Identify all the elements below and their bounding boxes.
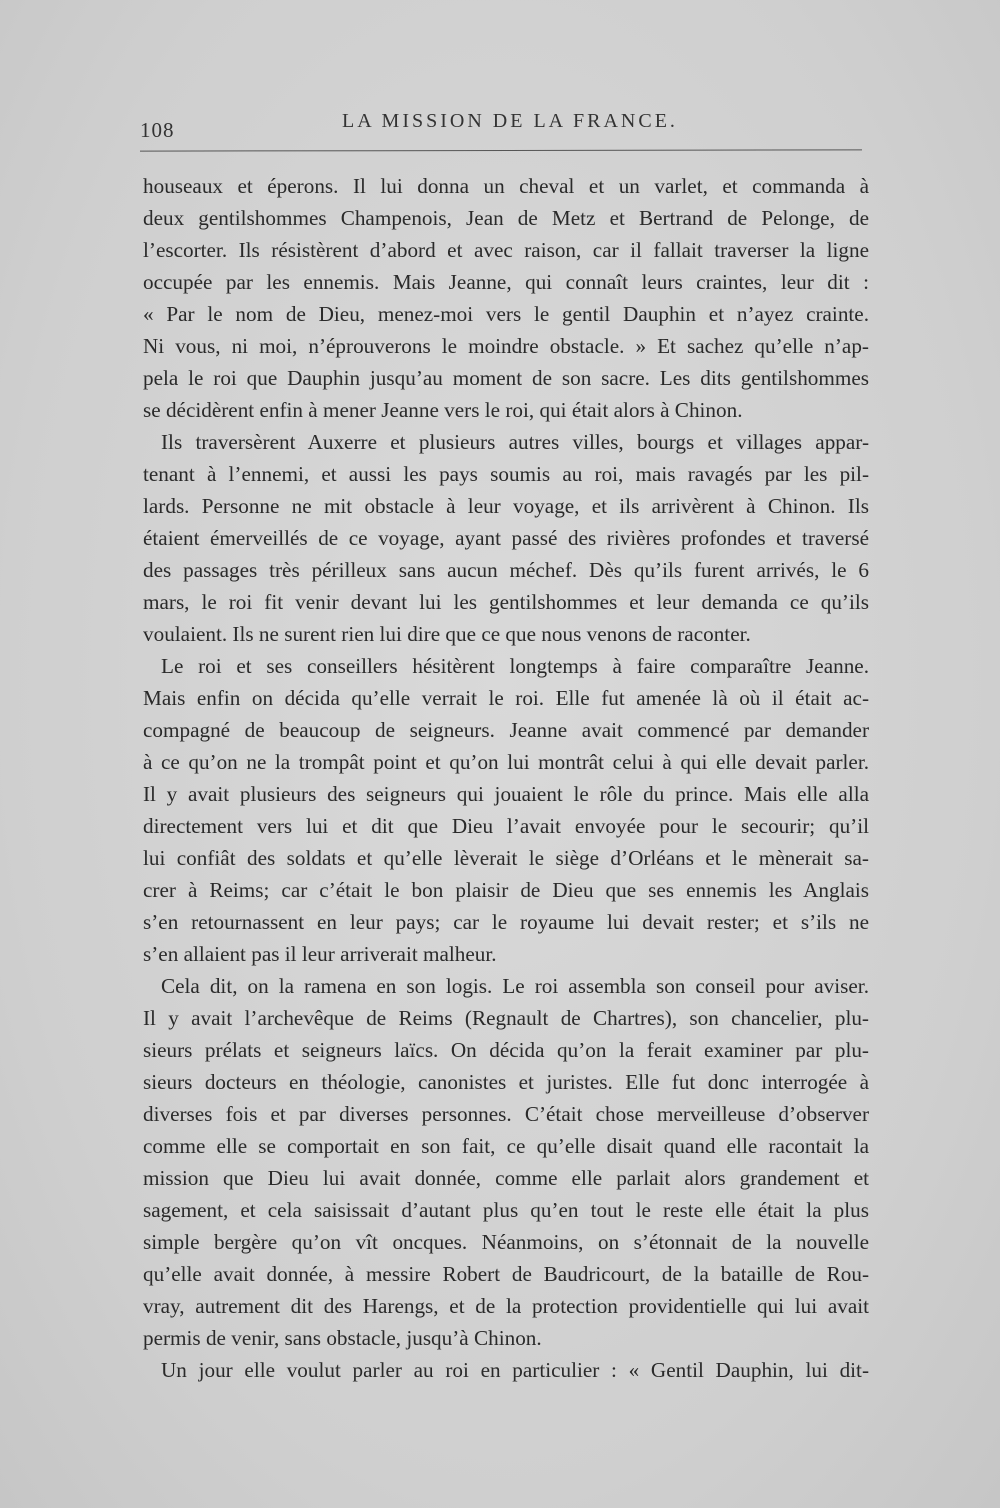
text-line: voulaient. Ils ne surent rien lui dire que ce que nous venons de raconter. [143, 622, 751, 646]
text-line: se décidèrent enfin à mener Jeanne vers le roi, qui était alors à Chinon. [143, 398, 743, 422]
text-line: crer à Reims; car c’était le bon plaisir de Dieu que ses ennemis les Anglais [143, 878, 869, 902]
text-line: étaient émerveillés de ce voyage, ayant passé des rivières profondes et traversé [143, 526, 869, 550]
text-line: qu’elle avait donnée, à messire Robert de Baudricourt, de la bataille de Rou- [143, 1262, 869, 1286]
text-line: l’escorter. Ils résistèrent d’abord et avec raison, car il fallait traverser la ligne [143, 238, 869, 262]
text-line: deux gentilshommes Champenois, Jean de Metz et Bertrand de Pelonge, de [143, 206, 869, 230]
running-title: LA MISSION DE LA FRANCE. [342, 110, 678, 132]
text-line: sieurs docteurs en théologie, canonistes et juristes. Elle fut donc interrogée à [143, 1070, 869, 1094]
text-line: simple bergère qu’on vît oncques. Néanmoins, on s’étonnait de la nouvelle [143, 1230, 869, 1254]
text-line: comme elle se comportait en son fait, ce qu’elle disait quand elle racontait la [143, 1134, 869, 1158]
text-line: « Par le nom de Dieu, menez-moi vers le gentil Dauphin et n’ayez crainte. [143, 302, 869, 326]
text-line: Un jour elle voulut parler au roi en particulier : « Gentil Dauphin, lui dit- [161, 1358, 869, 1382]
paragraph [143, 170, 869, 426]
text-line: Il y avait plusieurs des seigneurs qui jouaient le rôle du prince. Mais elle alla [143, 782, 869, 806]
text-line: vray, autrement dit des Harengs, et de la protection providentielle qui lui avait [143, 1294, 869, 1318]
text-line: Ils traversèrent Auxerre et plusieurs autres villes, bourgs et villages appar- [161, 430, 869, 454]
text-line: lui confiât des soldats et qu’elle lèverait le siège d’Orléans et le mènerait sa- [143, 846, 869, 870]
text-line: directement vers lui et dit que Dieu l’avait envoyée pour le secourir; qu’il [143, 814, 869, 838]
header-rule [140, 149, 862, 151]
paragraph [143, 426, 869, 650]
paragraph [143, 1354, 869, 1386]
text-line: permis de venir, sans obstacle, jusqu’à Chinon. [143, 1326, 542, 1350]
text-line: pela le roi que Dauphin jusqu’au moment de son sacre. Les dits gentilshommes [143, 366, 869, 390]
paragraph [143, 970, 869, 1354]
page-number: 108 [140, 118, 175, 142]
text-line: des passages très périlleux sans aucun méchef. Dès qu’ils furent arrivés, le 6 [143, 558, 869, 582]
text-line: Le roi et ses conseillers hésitèrent longtemps à faire comparaître Jeanne. [161, 654, 869, 678]
text-line: Ni vous, ni moi, n’éprouverons le moindre obstacle. » Et sachez qu’elle n’ap- [143, 334, 869, 358]
text-line: Mais enfin on décida qu’elle verrait le roi. Elle fut amenée là où il était ac- [143, 686, 869, 710]
text-line: sieurs prélats et seigneurs laïcs. On décida qu’on la ferait examiner par plu- [143, 1038, 869, 1062]
text-line: occupée par les ennemis. Mais Jeanne, qui connaît leurs craintes, leur dit : [143, 270, 869, 294]
text-line: sagement, et cela saisissait d’autant plus qu’en tout le reste elle était la plus [143, 1198, 869, 1222]
text-line: s’en retournassent en leur pays; car le royaume lui devait rester; et s’ils ne [143, 910, 869, 934]
text-line: mission que Dieu lui avait donnée, comme elle parlait alors grandement et [143, 1166, 869, 1190]
text-line: mars, le roi fit venir devant lui les gentilshommes et leur demanda ce qu’ils [143, 590, 869, 614]
text-line: à ce qu’on ne la trompât point et qu’on lui montrât celui à qui elle devait parler. [143, 750, 869, 774]
text-line: s’en allaient pas il leur arriverait malheur. [143, 942, 497, 966]
text-line: houseaux et éperons. Il lui donna un cheval et un varlet, et commanda à [143, 174, 869, 198]
text-line: diverses fois et par diverses personnes. C’était chose merveilleuse d’observer [143, 1102, 869, 1126]
text-line: Il y avait l’archevêque de Reims (Regnault de Chartres), son chancelier, plu- [143, 1006, 869, 1030]
paragraph [143, 650, 869, 970]
text-line: tenant à l’ennemi, et aussi les pays soumis au roi, mais ravagés par les pil- [143, 462, 869, 486]
text-line: Cela dit, on la ramena en son logis. Le roi assembla son conseil pour aviser. [161, 974, 869, 998]
text-line: compagné de beaucoup de seigneurs. Jeanne avait commencé par demander [143, 718, 869, 742]
text-line: lards. Personne ne mit obstacle à leur voyage, et ils arrivèrent à Chinon. Ils [143, 494, 869, 518]
body-text [143, 170, 869, 1386]
